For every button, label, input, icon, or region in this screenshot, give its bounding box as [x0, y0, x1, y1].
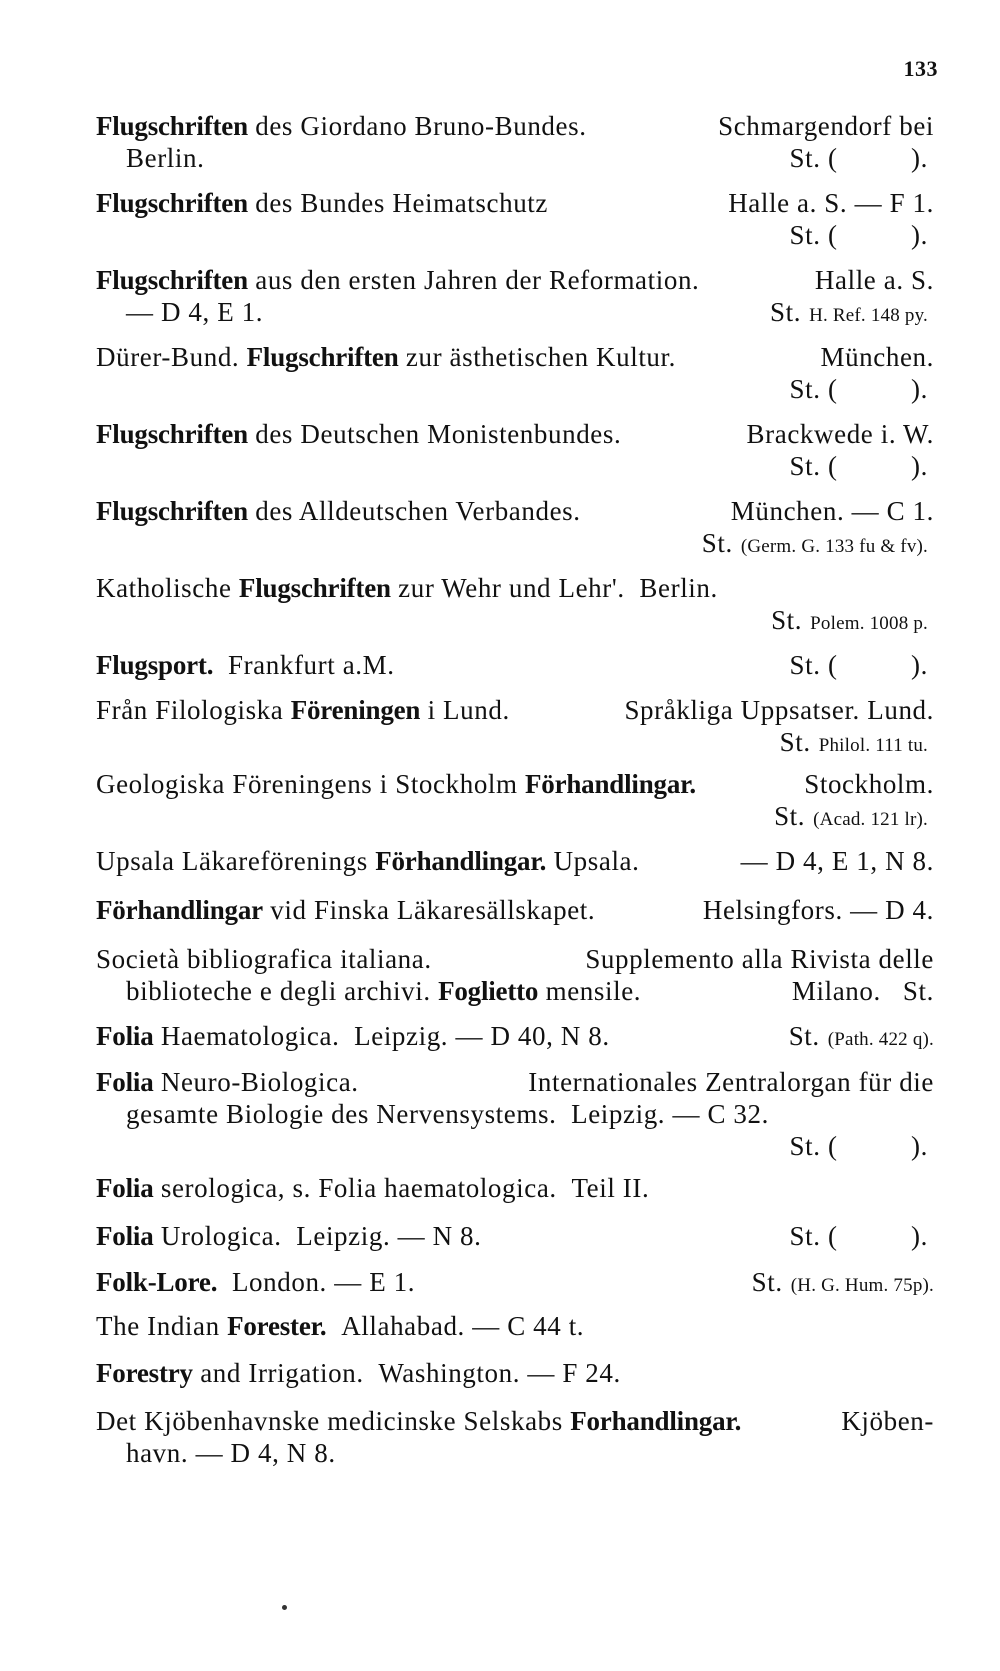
entry-line [96, 694, 934, 726]
shelfmark-label: St. [771, 605, 803, 635]
entry-line [96, 296, 934, 332]
entry-text: Från Filologiska [96, 695, 284, 725]
entry [96, 264, 934, 332]
entry-text: — D 4, E 1, N 8. [740, 846, 934, 876]
entry-text: Washington. — F 24. [378, 1358, 621, 1388]
entry-text: vid Finska Läkaresällskapet. [270, 895, 596, 925]
entry-text: Helsingfors. — D 4. [702, 895, 934, 925]
entry-line [96, 649, 934, 681]
entry-text: Upsala. [553, 846, 640, 876]
shelfmark-label: St. [779, 727, 811, 757]
entry-text: Berlin. [639, 573, 718, 603]
entry-text: Halle a. S. [814, 265, 934, 295]
entry-keyword: Foglietto [438, 976, 539, 1006]
entry-keyword: Flugschriften [96, 419, 248, 449]
entry-text: Dürer-Bund. [96, 342, 240, 372]
entry-text: mensile. [545, 976, 642, 1006]
entry [96, 768, 934, 836]
entry-text: Milano. [791, 976, 881, 1006]
entry [96, 418, 934, 482]
shelfmark: St. ( ). [789, 451, 928, 481]
entry-line [96, 975, 934, 1007]
shelfmark-label: St. [770, 297, 802, 327]
entry [96, 694, 934, 762]
entry-text: Teil II. [571, 1173, 650, 1203]
shelfmark: St. ( ). [789, 1221, 928, 1251]
shelfmark: St. ( ). [789, 220, 928, 250]
entry-line [96, 604, 934, 640]
entry-keyword: Flugschriften [96, 265, 248, 295]
entry-text: Schmargendorf bei [718, 111, 934, 141]
entry-line [96, 187, 934, 219]
entry-keyword: Forhandlingar. [570, 1406, 742, 1436]
entry [96, 1357, 934, 1389]
entry-keyword: Forestry [96, 1358, 193, 1388]
shelfmark: Philol. 111 tu. [818, 735, 928, 756]
entry-text: serologica, s. Folia haematologica. [160, 1173, 557, 1203]
entry-line [96, 1066, 934, 1098]
entry [96, 187, 934, 251]
entry-text: i Lund. [427, 695, 510, 725]
entry [96, 649, 934, 681]
entry-line [96, 1266, 934, 1302]
entry-keyword: Flugschriften [96, 188, 248, 218]
entry-text: and Irrigation. [200, 1358, 364, 1388]
shelfmark-label: St. [902, 976, 934, 1006]
entry-line [96, 1220, 934, 1252]
shelfmark: St. ( ). [789, 374, 928, 404]
shelfmark: Polem. 1008 p. [810, 613, 928, 634]
entry-text: zur ästhetischen Kultur. [405, 342, 676, 372]
shelfmark: St. ( ). [789, 650, 928, 680]
entry-text: London. — E 1. [231, 1267, 416, 1297]
entry-line [96, 418, 934, 450]
entry-text: des Giordano Bruno-Bundes. [255, 111, 587, 141]
entry-text: Brackwede i. W. [746, 419, 934, 449]
entry-keyword: Folia [96, 1067, 154, 1097]
shelfmark: (Acad. 121 lr). [813, 809, 928, 830]
entry-line [96, 800, 934, 836]
entry-text: Det Kjöbenhavnske medicinske Selskabs [96, 1406, 563, 1436]
entry [96, 1172, 934, 1204]
entry [96, 495, 934, 563]
entry-keyword: Folia [96, 1021, 154, 1051]
entry-keyword: Folia [96, 1173, 154, 1203]
entry-text: Società bibliografica italiana. [96, 944, 432, 974]
entry-text: München. — C 1. [730, 496, 934, 526]
entry-text: Leipzig. — C 32. [571, 1099, 769, 1129]
entry-text: des Deutschen Monistenbundes. [255, 419, 622, 449]
entry-text: Katholische [96, 573, 232, 603]
shelfmark: (H. G. Hum. 75p). [790, 1275, 934, 1296]
entry-text: Haematologica. [160, 1021, 340, 1051]
entry [96, 572, 934, 640]
entry-line [96, 1098, 934, 1130]
entry-keyword: Forester. [227, 1311, 327, 1341]
entry-text: München. [820, 342, 934, 372]
shelfmark: (Germ. G. 133 fu & fv). [740, 536, 928, 557]
entry [96, 110, 934, 174]
entry-line [96, 845, 934, 877]
entry-line [96, 264, 934, 296]
entry-text: zur Wehr und Lehr'. [398, 573, 625, 603]
shelfmark-label: St. [774, 801, 806, 831]
entry-text: Geologiska Föreningens i Stockholm [96, 769, 518, 799]
entry-text: des Bundes Heimatschutz [255, 188, 548, 218]
entry [96, 845, 934, 877]
entry-line [96, 341, 934, 373]
entry-text: Supplemento alla Rivista delle [585, 944, 934, 974]
entry-line [96, 768, 934, 800]
entry-text: Stockholm. [804, 769, 934, 799]
entry [96, 1020, 934, 1056]
entry [96, 1266, 934, 1302]
shelfmark-label: St. [788, 1021, 820, 1051]
entry-line [96, 110, 934, 142]
entry-text: Leipzig. — N 8. [296, 1221, 482, 1251]
entry-line [96, 142, 934, 174]
entry-line [96, 1020, 934, 1056]
entry-text: Allahabad. — C 44 t. [341, 1311, 585, 1341]
shelfmark-label: St. [701, 528, 733, 558]
entry-text: Kjöben- [841, 1406, 934, 1436]
entry-line [96, 1405, 934, 1437]
entry-text: Halle a. S. — F 1. [728, 188, 934, 218]
entry-keyword: Förhandlingar. [524, 769, 696, 799]
entry-text: Urologica. [160, 1221, 282, 1251]
entry-text: Berlin. [126, 143, 205, 173]
entry-text: havn. — D 4, N 8. [126, 1438, 336, 1468]
entry-keyword: Flugschriften [96, 496, 248, 526]
entry-text: aus den ersten Jahren der Reformation. [255, 265, 700, 295]
entry-line [96, 726, 934, 762]
entry [96, 1066, 934, 1162]
entry-keyword: Flugsport. [96, 650, 214, 680]
shelfmark-label: St. [751, 1267, 783, 1297]
entry [96, 894, 934, 926]
entry-keyword: Folk-Lore. [96, 1267, 218, 1297]
stray-mark [282, 1605, 287, 1610]
entry-text: Språkliga Uppsatser. Lund. [624, 695, 934, 725]
entry-keyword: Folia [96, 1221, 154, 1251]
entry-line [96, 495, 934, 527]
entry [96, 1405, 934, 1469]
entry-line [96, 943, 934, 975]
entry-text: Neuro-Biologica. [160, 1067, 359, 1097]
entry-text: gesamte Biologie des Nervensystems. [126, 1099, 557, 1129]
entry-keyword: Föreningen [290, 695, 421, 725]
entry-line [96, 894, 934, 926]
entry-keyword: Flugschriften [246, 342, 399, 372]
entry-line [96, 1357, 934, 1389]
shelfmark: (Path. 422 q). [827, 1029, 934, 1050]
entry [96, 1310, 934, 1342]
entry-keyword: Flugschriften [96, 111, 248, 141]
entry [96, 943, 934, 1007]
entry-text: des Alldeutschen Verbandes. [255, 496, 581, 526]
entry-keyword: Förhandlingar. [375, 846, 547, 876]
entry-keyword: Förhandlingar [96, 895, 263, 925]
entry-line [96, 1172, 934, 1204]
page-number: 133 [903, 56, 938, 81]
shelfmark: St. ( ). [789, 143, 928, 173]
entry-text: biblioteche e degli archivi. [126, 976, 431, 1006]
entry-text: Internationales Zentralorgan für die [528, 1067, 934, 1097]
entry-keyword: Flugschriften [238, 573, 391, 603]
entry-text: Leipzig. — D 40, N 8. [354, 1021, 610, 1051]
entry-text: The Indian [96, 1311, 220, 1341]
entry-text: Upsala Läkareförenings [96, 846, 368, 876]
entry-line [96, 1310, 934, 1342]
shelfmark: H. Ref. 148 py. [809, 305, 928, 326]
shelfmark: St. ( ). [789, 1131, 928, 1161]
entry [96, 341, 934, 405]
entry-line [96, 572, 934, 604]
entry-text: Frankfurt a.M. [227, 650, 395, 680]
entry-text: — D 4, E 1. [126, 297, 264, 327]
entry [96, 1220, 934, 1252]
entry-line [96, 527, 934, 563]
